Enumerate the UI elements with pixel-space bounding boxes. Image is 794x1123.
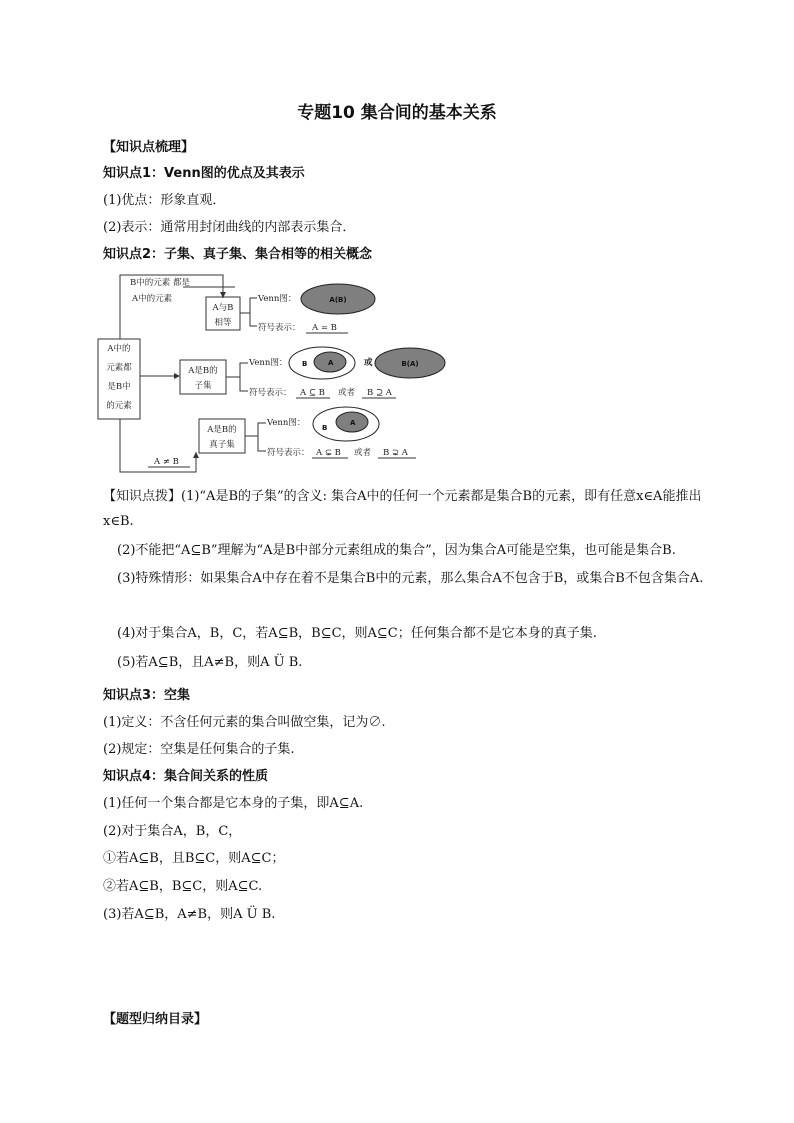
kp4-item: ②若A⊆B，B⊆C，则A⊆C.	[103, 879, 263, 894]
main-box-line: 元素都	[106, 363, 132, 373]
neq-symbol: A ≠ B	[154, 457, 179, 467]
kp1-item: (2)表示：通常用封闭曲线的内部表示集合．	[103, 220, 356, 235]
venn-label: Venn图：	[249, 358, 288, 368]
subset-symbol: A ⊆ B	[300, 388, 325, 398]
section-catalog: 【题型归纳目录】	[103, 1012, 208, 1027]
subset-relationship-diagram	[90, 268, 470, 478]
equal-box-line: A与B	[212, 303, 234, 313]
symbol-label: 符号表示：	[249, 388, 292, 398]
kp1-item: (1)优点：形象直观．	[103, 193, 226, 208]
symbol-label: 符号表示：	[267, 448, 310, 458]
venn-label: Venn图：	[258, 294, 297, 304]
subset-box-line: A是B的	[188, 366, 218, 376]
kp4-item: (2)对于集合A，B，C，	[103, 824, 242, 839]
heading-kp3: 知识点3：空集	[103, 688, 191, 703]
proper-superset-symbol: B ⊋ A	[383, 448, 408, 458]
proper-subset-symbol: A ⊊ B	[316, 448, 341, 458]
equal-symbol: A = B	[312, 323, 337, 333]
venn-label: Venn图：	[267, 418, 306, 428]
superset-symbol: B ⊇ A	[367, 388, 392, 398]
heading-kp4: 知识点4：集合间关系的性质	[103, 769, 269, 784]
main-box-line: A中的	[107, 344, 131, 354]
top-note-line: A中的元素	[132, 294, 173, 304]
ellipse-b-label: B	[302, 360, 308, 368]
tip-item: (5)若A⊆B，且A≠B，则A Ü B.	[117, 655, 303, 670]
main-box-line: 的元素	[106, 401, 132, 411]
equal-box-line: 相等	[214, 318, 232, 328]
page-title: 专题10 集合间的基本关系	[297, 103, 497, 123]
tip-item: (3)特殊情形：如果集合A中存在着不是集合B中的元素，那么集合A不包含于B，或集合B不包含集合A.	[117, 571, 704, 586]
heading-kp2: 知识点2：子集、真子集、集合相等的相关概念	[103, 247, 373, 262]
or-char: 或	[364, 358, 373, 368]
or-text: 或者	[338, 388, 356, 398]
brace	[258, 423, 266, 451]
ellipse-a-label: A	[350, 419, 356, 427]
ellipse-ab-label: A(B)	[329, 296, 347, 304]
tip-item: (2)不能把“A⊆B”理解为“A是B中部分元素组成的集合”，因为集合A可能是空集，也可能是集合B.	[117, 543, 676, 558]
ellipse-ba-label: B(A)	[401, 360, 419, 368]
top-note-line: B中的元素 都是	[130, 278, 190, 288]
brace	[240, 363, 248, 391]
ellipse-a-label: A	[328, 359, 334, 367]
brace	[250, 298, 257, 326]
arrow-head	[174, 373, 180, 379]
section-knowledge-sort: 【知识点梳理】	[103, 140, 195, 155]
tips-intro: 【知识点拨】(1)“A是B的子集”的含义: 集合A中的任何一个元素都是集合B的元素，即有任意x∈A能推出x∈B.	[103, 489, 702, 529]
kp3-item: (2)规定：空集是任何集合的子集.	[103, 742, 295, 757]
arrow-head	[193, 452, 199, 458]
kp3-item: (1)定义：不含任何元素的集合叫做空集，记为∅.	[103, 715, 386, 730]
subset-box-line: 子集	[194, 381, 212, 391]
symbol-label: 符号表示：	[258, 323, 301, 333]
tip-item: (4)对于集合A，B，C，若A⊆B，B⊆C，则A⊆C；任何集合都不是它本身的真子集.	[117, 626, 597, 641]
heading-kp1: 知识点1：Venn图的优点及其表示	[103, 166, 305, 181]
kp4-item: (1)任何一个集合都是它本身的子集，即A⊆A.	[103, 796, 364, 811]
proper-box-line: A是B的	[207, 425, 237, 435]
kp4-item: (3)若A⊆B，A≠B，则A Ü B.	[103, 907, 276, 922]
or-text: 或者	[354, 448, 372, 458]
main-box-line: 是B中	[107, 382, 131, 392]
ellipse-b-label: B	[322, 424, 328, 432]
proper-box-line: 真子集	[209, 440, 235, 450]
kp4-item: ①若A⊆B，且B⊆C，则A⊆C；	[103, 851, 285, 866]
